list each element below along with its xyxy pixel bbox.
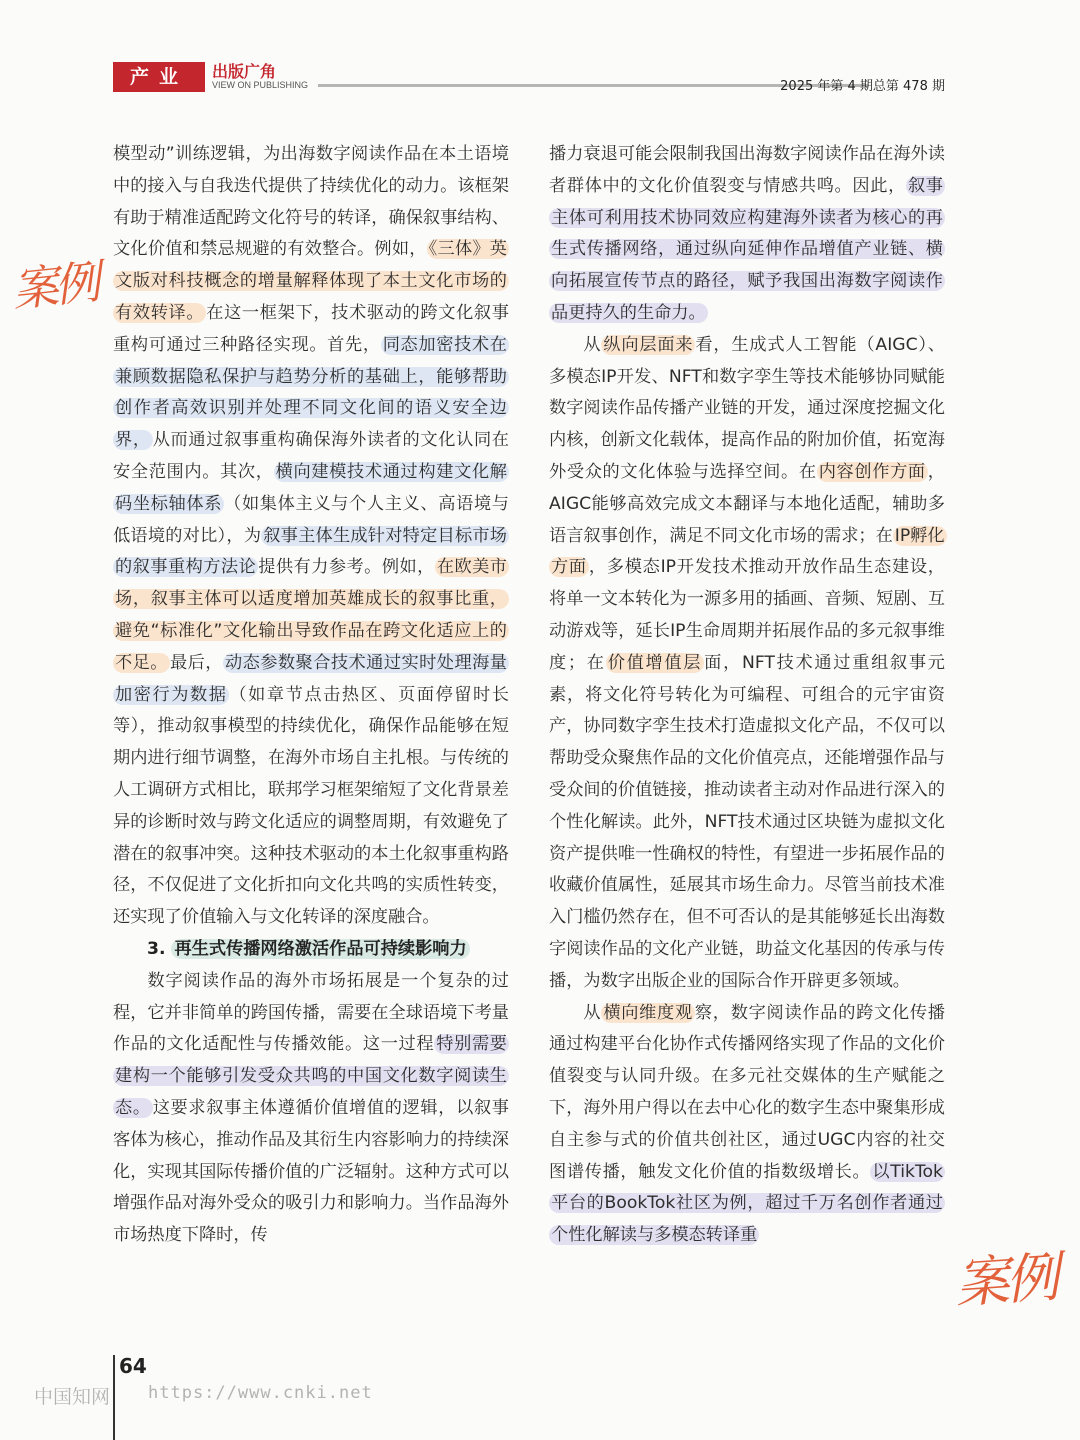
publication-english-name: VIEW ON PUBLISHING: [212, 80, 309, 90]
left-paragraph-1: 模型动”训练逻辑，为出海数字阅读作品在本土语境中的接入与自我迭代提供了持续优化的动力。该框架有助于精准适配跨文化符号的转译，确保叙事结构、文化价值和禁忌规避的有效整合。例如， 《三体》英文版对科技概念的增量解释体现了本土文化市场的有效转译。 在这一框架下，技术驱动的跨文化叙事重构可通过三种路径实现。首先， 同态加密技术在兼顾数据隐私保护与趋势分析的基础上，能够帮助创作者高效识别并处理不同文化间的语义安全边界， 从而通过叙事重构确保海外读者的文化认同在安全范围内。其次， 横向建模技术通过构建文化解码坐标轴体系 （如集体主义与个人主义、高语境与低语境的对比），为 叙事主体生成针对特定目标市场的叙事重构方法论 提供有力参考。例如， 在欧美市场，叙事主体可以适度增加英雄成长的叙事比重，避免“标准化”文化输出导致作品在跨文化适应上的不足。 最后， 动态参数聚合技术通过实时处理海量加密行为数据 （如章节点击热区、页面停留时长等），推动叙事模型的持续优化，确保作品能够在短期内进行细节调整，在海外市场自主扎根。与传统的人工调研方式相比，联邦学习框架缩短了文化背景差异的诊断时效与跨文化适应的调整周期，有效避免了潜在的叙事冲突。这种技术驱动的本土化叙事重构路径，不仅促进了文化折扣向文化共鸣的实质性转变，还实现了价值输入与文化转译的深度融合。: [113, 144, 509, 928]
highlight: 特别需要建构一个能够引发受众共鸣的中国文化数字阅读生态。: [115, 1034, 507, 1118]
watermark-url: https://www.cnki.net: [148, 1383, 373, 1403]
highlight: 动态参数聚合技术通过实时处理海量加密行为数据: [115, 652, 507, 705]
highlight: 叙事主体生成针对特定目标市场的叙事重构方法论: [115, 525, 507, 578]
left-column: [113, 139, 509, 1252]
footer-rule: [113, 1355, 115, 1440]
highlight: 以TikTok平台的BookTok社区为例，超过千万名创作者通过个性化解读与多模态转译重: [551, 1161, 943, 1246]
right-column: [549, 139, 945, 1252]
heading-highlight: 再生式传播网络激活作品可持续影响力: [171, 939, 469, 959]
highlight: IP孵化方面: [551, 525, 945, 578]
page-header: [113, 58, 945, 98]
right-paragraph-1: 播力衰退可能会限制我国出海数字阅读作品在海外读者群体中的文化价值裂变与情感共鸣。因此， 叙事主体可利用技术协同效应构建海外读者为核心的再生式传播网络，通过纵向延伸作品增值产业链、横向拓展宣传节点的路径，赋予我国出海数字阅读作品更持久的生命力。: [549, 144, 945, 323]
highlight: 横向建模技术通过构建文化解码坐标轴体系: [115, 461, 507, 514]
left-paragraph-2: 数字阅读作品的海外市场拓展是一个复杂的过程，它并非简单的跨国传播，需要在全球语境下考量作品的文化适配性与传播效能。这一过程 特别需要建构一个能够引发受众共鸣的中国文化数字阅读生态。 这要求叙事主体遵循价值增值的逻辑，以叙事客体为核心，推动作品及其衍生内容影响力的持续深化，实现其国际传播价值的广泛辐射。这种方式可以增强作品对海外受众的吸引力和影响力。当作品海外市场热度下降时，传: [113, 970, 509, 1246]
publication-name: 出版广角: [212, 62, 277, 81]
highlight: 《三体》英文版对科技概念的增量解释体现了本土文化市场的有效转译。: [115, 239, 507, 323]
handwritten-note-right: 案例: [953, 1245, 1058, 1316]
highlight: 内容创作方面: [818, 461, 926, 482]
right-paragraph-2: 从 纵向层面来 看，生成式人工智能（AIGC）、多模态IP开发、NFT和数字孪生等技术能够协同赋能数字阅读作品传播产业链的开发，通过深度挖掘文化内核，创新文化载体，提高作品的附加价值，拓宽海外受众的文化体验与选择空间。在 内容创作方面 ，AIGC能够高效完成文本翻译与本地化适配，辅助多语言叙事创作，满足不同文化市场的需求；在 IP孵化方面 ，多模态IP开发技术推动开放作品生态建设，将单一文本转化为一源多用的插画、音频、短剧、互动游戏等，延长IP生命周期并拓展作品的多元叙事维度；在 价值增值层 面，NFT技术通过重组叙事元素，将文化符号转化为可编程、可组合的元宇宙资产，协同数字孪生技术打造虚拟文化产品，不仅可以帮助受众聚焦作品的文化价值亮点，还能增强作品与受众间的价值链接，推动读者主动对作品进行深入的个性化解读。此外，NFT技术通过区块链为虚拟文化资产提供唯一性确权的特性，有望进一步拓展作品的收藏价值属性，延展其市场生命力。尽管当前技术准入门槛仍然存在，但不可否认的是其能够延长出海数字阅读作品的文化产业链，助益文化基因的传承与传播，为数字出版企业的国际合作开辟更多领域。: [549, 334, 945, 991]
page-number: 64: [119, 1354, 147, 1378]
highlight: 横向维度观: [603, 1002, 693, 1023]
highlight: 在欧美市场，叙事主体可以适度增加英雄成长的叙事比重，避免“标准化”文化输出导致作品在跨文化适应上的不足。: [115, 557, 507, 673]
watermark-logo: 中国知网: [34, 1386, 111, 1408]
section-tag: 产业: [113, 62, 205, 92]
right-paragraph-3: 从 横向维度观 察，数字阅读作品的跨文化传播通过构建平台化协作式传播网络实现了作品的文化价值裂变与认同升级。在多元社交媒体的生产赋能之下，海外用户得以在去中心化的数字生态中聚集形成自主参与式的价值共创社区，通过UGC内容的社交图谱传播，触发文化价值的指数级增长。 以TikTok平台的BookTok社区为例，超过千万名创作者通过个性化解读与多模态转译重: [549, 1002, 945, 1246]
highlight: 叙事主体可利用技术协同效应构建海外读者为核心的再生式传播网络，通过纵向延伸作品增值产业链、横向拓展宣传节点的路径，赋予我国出海数字阅读作品更持久的生命力。: [551, 175, 943, 323]
highlight: 同态加密技术在兼顾数据隐私保护与趋势分析的基础上，能够帮助创作者高效识别并处理不同文化间的语义安全边界，: [115, 334, 507, 451]
highlight: 价值增值层: [607, 652, 703, 673]
handwritten-note-left: 案例: [9, 254, 99, 318]
issue-info: 2025 年第 4 期总第 478 期: [780, 79, 945, 94]
highlight: 纵向层面来: [603, 334, 694, 355]
section-heading: 3. 再生式传播网络激活作品可持续影响力: [113, 934, 509, 966]
